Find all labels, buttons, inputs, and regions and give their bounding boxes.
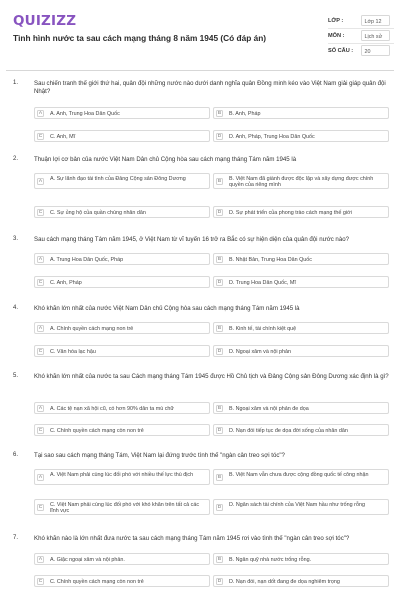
option-b[interactable] [213,253,389,265]
option-letter-c: C [38,579,43,584]
option-text: A. Sự lãnh đạo tài tình của Đảng Cộng sản Đông Dương [50,175,186,182]
option-d[interactable] [213,130,389,142]
option-letter-c: C [38,428,43,433]
option-text: D. Ngân sách tài chính của Việt Nam hầu như trống rỗng [229,501,365,508]
option-letter-a: A [38,326,43,331]
question-number: 7. [13,535,19,541]
option-text: C. Văn hóa lạc hậu [50,349,96,355]
option-c[interactable] [34,424,210,436]
option-d[interactable] [213,206,389,218]
option-text: C. Việt Nam phải cùng lúc đối phó với khó khăn trên tất cả các lĩnh vực [50,501,200,514]
option-text: C. Chính quyền cách mạng còn non trẻ [50,428,144,434]
option-letter-d: D [217,210,222,215]
question-text: Khó khăn lớn nhất của nước Việt Nam Dân chủ Cộng hòa sau cách mạng tháng Tám năm 1945 là [34,305,300,312]
question-text: Thuận lợi cơ bản của nước Việt Nam Dân chủ Cộng hòa sau cách mạng tháng Tám năm 1945 là [34,156,297,163]
meta-subject-value[interactable]: Lịch sử [361,30,390,41]
option-text: D. Sự phát triển của phong trào cách mạng thế giới [229,210,352,216]
option-letter-a: A [38,406,43,411]
option-text: A. Các tệ nạn xã hội cũ, có hơn 90% dân ta mù chữ [50,406,175,412]
option-a[interactable] [34,253,210,265]
option-text: A. Chính quyền cách mạng non trẻ [50,326,134,332]
option-d[interactable] [213,276,389,288]
option-c[interactable] [34,499,210,515]
option-text: C. Sự ủng hộ của quần chúng nhân dân [50,210,146,216]
option-a[interactable] [34,173,210,189]
option-letter-d: D [217,579,222,584]
meta-subject [328,30,394,44]
option-text: D. Nạn đói, nạn dốt đang đe dọa nghiêm trọng [229,579,340,585]
worksheet-header [0,0,400,70]
option-text: D. Nạn đói tiếp tục đe dọa đời sống của nhân dân [229,428,348,434]
option-letter-b: B [217,257,222,262]
question-number: 1. [13,80,19,86]
option-b[interactable] [213,553,389,565]
option-letter-b: B [217,326,222,331]
meta-class-value[interactable]: Lớp 12 [361,15,390,26]
option-c[interactable] [34,206,210,218]
option-letter-d: D [217,349,222,354]
option-text: A. Anh, Trung Hoa Dân Quốc [50,111,120,117]
question-number: 5. [13,373,19,379]
meta-divider [328,43,394,44]
option-letter-c: C [38,505,43,510]
option-letter-a: A [38,111,43,116]
option-c[interactable] [34,130,210,142]
option-d[interactable] [213,575,389,587]
option-letter-c: C [38,280,43,285]
meta-subject-label: MÔN : [328,33,345,39]
option-text: B. Kinh tế, tài chính kiệt quệ [229,326,297,332]
option-text: D. Anh, Pháp, Trung Hoa Dân Quốc [229,134,315,140]
option-letter-b: B [217,475,222,480]
question-text: Sau chiến tranh thế giới thứ hai, quân đội những nước nào dưới danh nghĩa quân Đồng minh kéo vào Việt Nam giải giáp quân đội Nhật? [34,80,386,95]
option-letter-d: D [217,505,222,510]
option-letter-a: A [38,557,43,562]
option-b[interactable] [213,173,389,189]
meta-count-label: SỐ CÂU : [328,48,354,54]
header-divider [6,70,394,71]
question-number: 3. [13,236,19,242]
option-a[interactable] [34,322,210,334]
question-text: Khó khăn nào là lớn nhất đưa nước ta sau cách mạng tháng Tám năm 1945 rơi vào tình thế "ngàn cân treo sợi tóc"? [34,535,350,542]
option-text: B. Anh, Pháp [229,111,261,117]
option-c[interactable] [34,276,210,288]
option-text: B. Việt Nam đã giành được độc lập và xây dựng được chính quyền của riêng mình [229,175,374,188]
meta-class-label: LỚP : [328,18,344,24]
option-b[interactable] [213,469,389,485]
option-letter-c: C [38,349,43,354]
option-d[interactable] [213,345,389,357]
meta-count [328,45,394,59]
question-text: Sau cách mạng tháng Tám năm 1945, ở Việt Nam từ vĩ tuyến 16 trở ra Bắc có sự hiện diện của quân đội nước nào? [34,236,349,243]
question-number: 2. [13,156,19,162]
option-letter-b: B [217,406,222,411]
option-text: B. Việt Nam vẫn chưa được cộng đồng quốc tế công nhận [229,471,369,478]
option-b[interactable] [213,107,389,119]
option-letter-d: D [217,280,222,285]
option-text: B. Ngân quỹ nhà nước trống rỗng. [229,557,312,563]
option-text: B. Ngoại xâm và nội phản đe dọa [229,406,309,412]
option-text: C. Anh, Mĩ [50,134,76,140]
option-text: A. Trung Hoa Dân Quốc, Pháp [50,257,124,263]
option-letter-a: A [38,475,43,480]
quizizz-logo: QUIZIZZ [13,13,77,29]
option-letter-a: A [38,257,43,262]
option-text: A. Giặc ngoại xâm và nội phản. [50,557,125,563]
option-text: C. Anh, Pháp [50,280,82,286]
question-number: 4. [13,305,19,311]
option-d[interactable] [213,499,389,515]
option-letter-d: D [217,134,222,139]
option-b[interactable] [213,402,389,414]
option-a[interactable] [34,107,210,119]
option-a[interactable] [34,469,210,485]
meta-count-value[interactable]: 20 [361,45,390,56]
option-b[interactable] [213,322,389,334]
option-text: C. Chính quyền cách mạng còn non trẻ [50,579,144,585]
option-c[interactable] [34,575,210,587]
option-d[interactable] [213,424,389,436]
option-letter-c: C [38,134,43,139]
option-text: D. Ngoại xâm và nội phản [229,349,292,355]
option-text: B. Nhật Bản, Trung Hoa Dân Quốc [229,257,313,263]
question-text: Tại sao sau cách mạng tháng Tám, Việt Nam lại đứng trước tình thế "ngàn cân treo sợi tóc"? [34,452,285,459]
question-number: 6. [13,452,19,458]
option-letter-c: C [38,210,43,215]
meta-divider [328,28,394,29]
meta-class [328,15,394,29]
option-c[interactable] [34,345,210,357]
option-text: D. Trung Hoa Dân Quốc, Mĩ [229,280,296,286]
worksheet-title: Tình hình nước ta sau cách mạng tháng 8 năm 1945 (Có đáp án) [13,33,267,43]
option-a[interactable] [34,402,210,414]
option-letter-b: B [217,179,222,184]
option-letter-b: B [217,557,222,562]
option-text: A. Việt Nam phải cùng lúc đối phó với nhiều thế lực thù địch [50,471,194,478]
option-a[interactable] [34,553,210,565]
option-letter-a: A [38,179,43,184]
question-text: Khó khăn lớn nhất của nước ta sau Cách mạng tháng Tám 1945 được Hồ Chủ tịch và Đảng Cộng sản Đông Dương xác định là gì? [34,373,389,380]
option-letter-b: B [217,111,222,116]
option-letter-d: D [217,428,222,433]
